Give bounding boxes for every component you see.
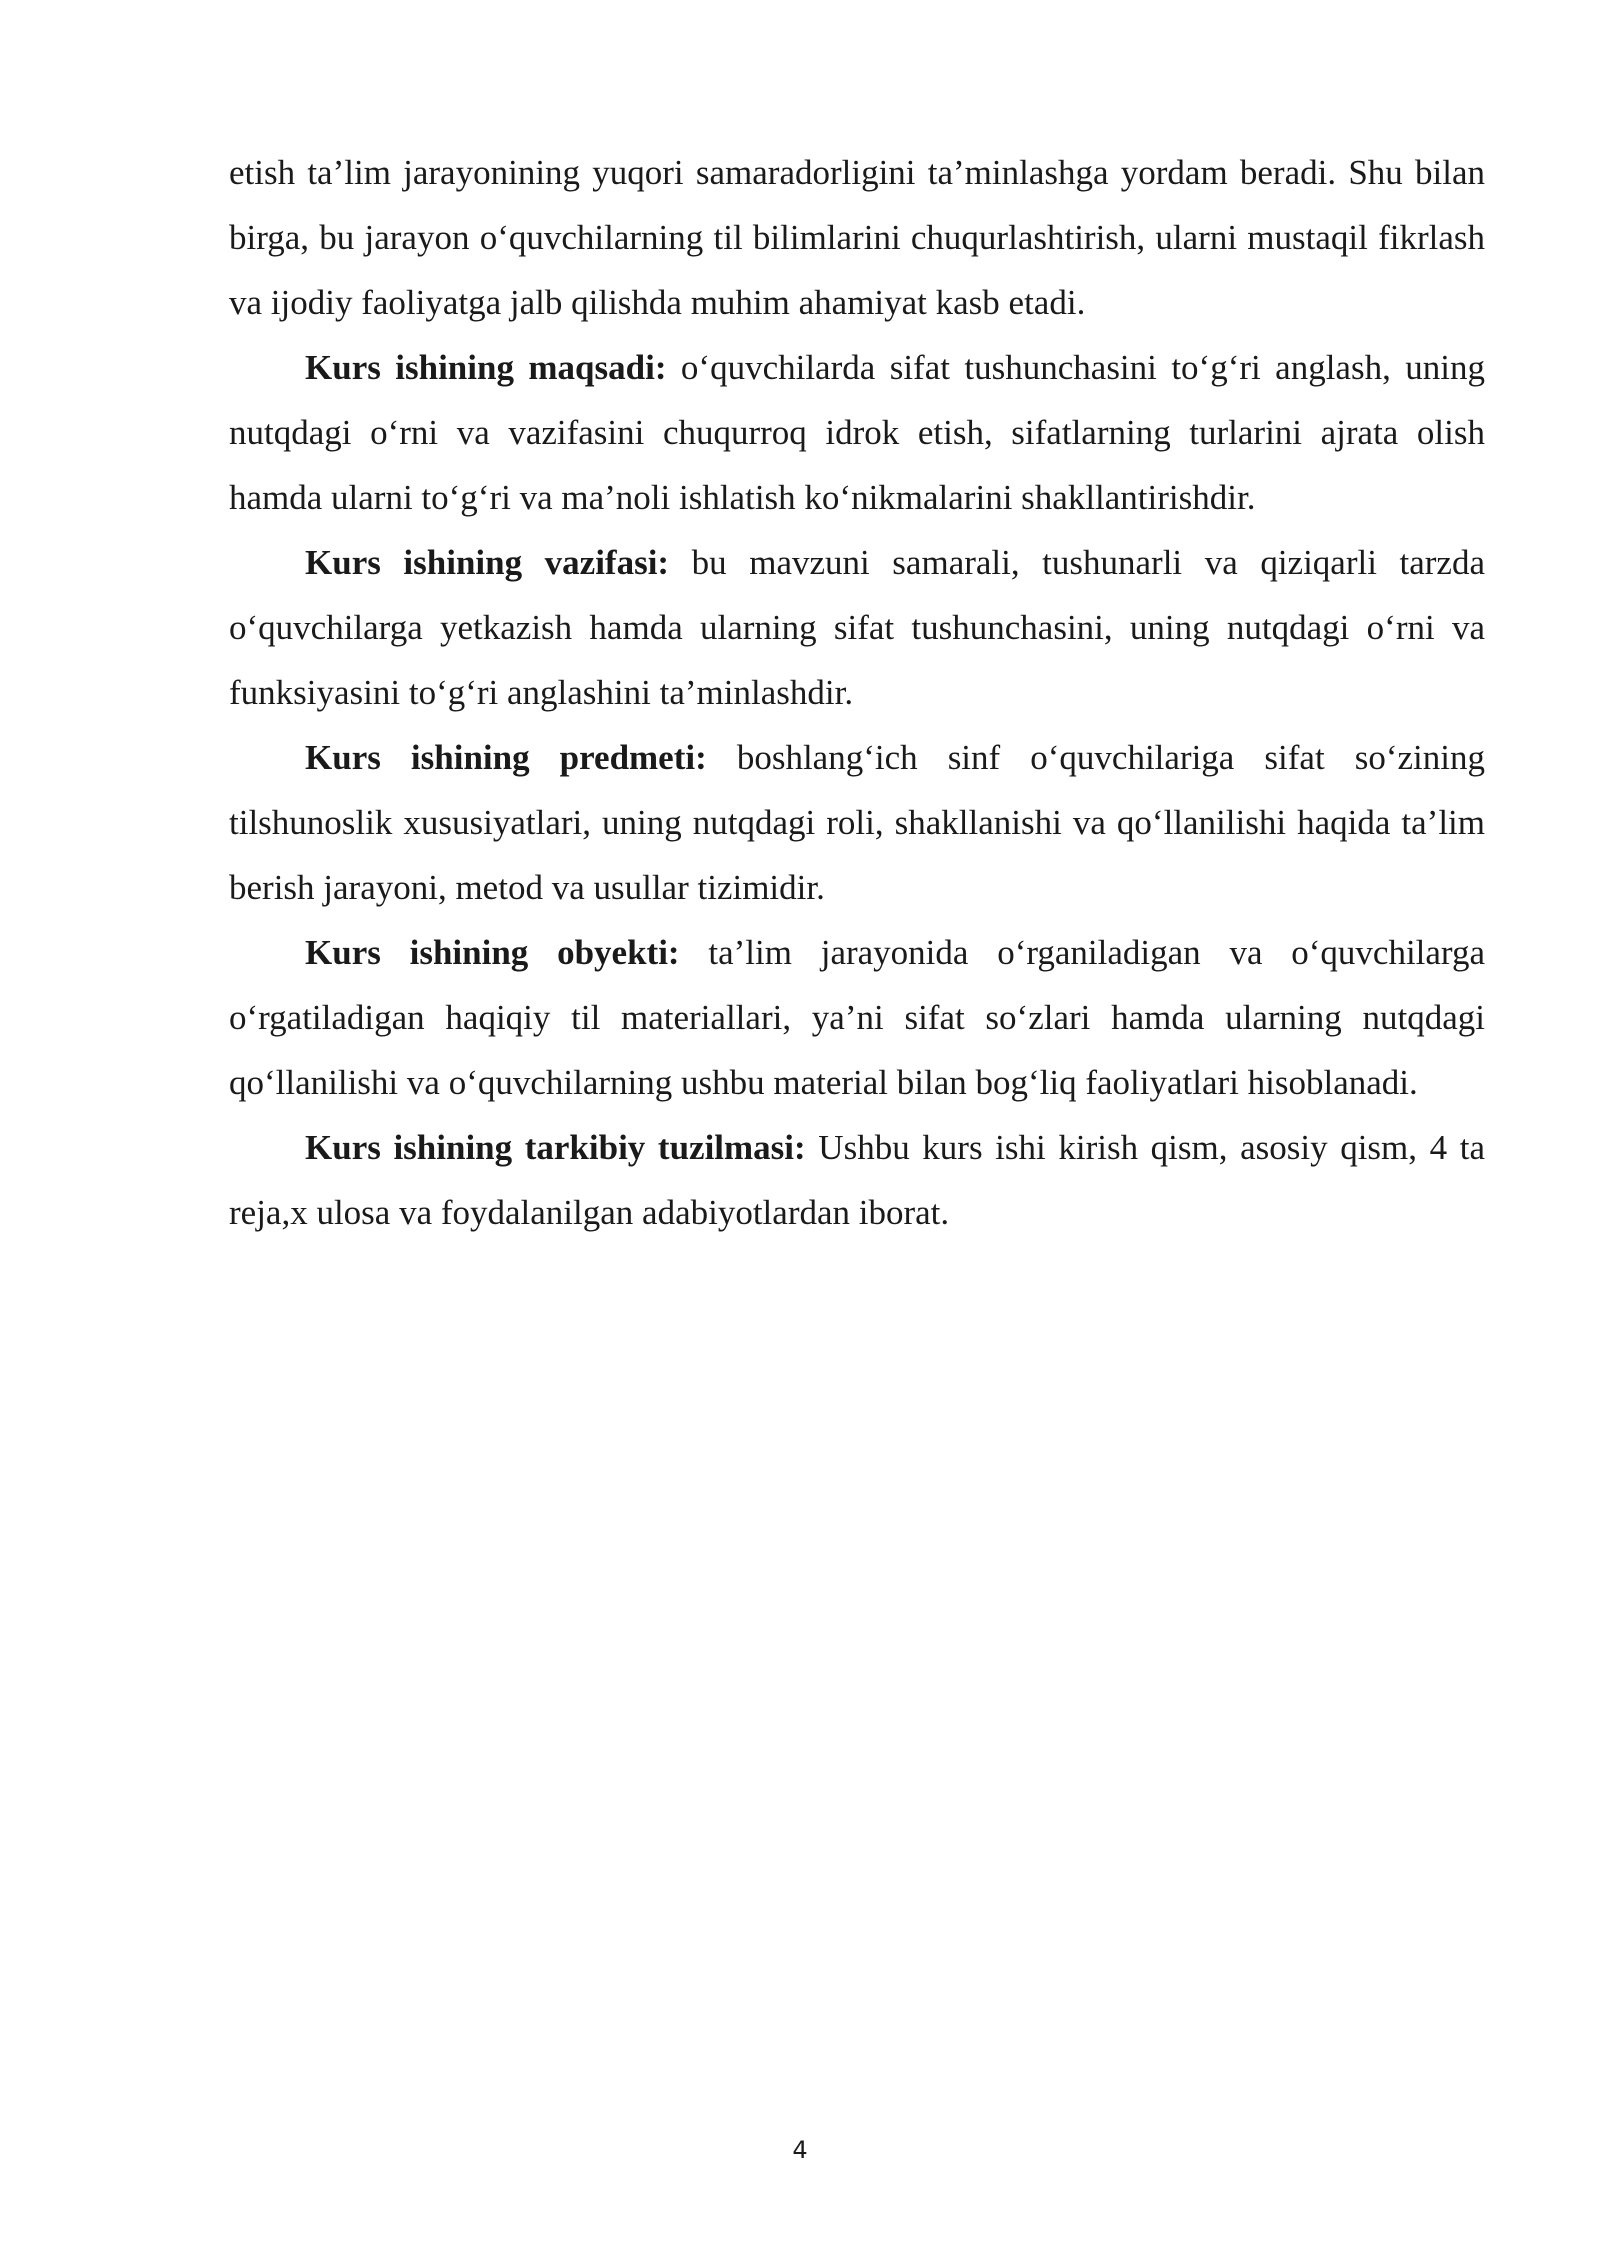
paragraph-tarkibiy-tuzilmasi xyxy=(229,1115,1485,1245)
paragraph-text: ta’lim jarayonida o‘rganiladigan va o‘quvchilarga o‘rgatiladigan haqiqiy til materiallari, ya’ni sifat so‘zlari hamda ularning nutqdagi qo‘llanilishi va o‘quvchilarning ushbu material bilan bog‘liq faoliyatlari hisoblanadi. xyxy=(229,933,1485,1102)
paragraph-predmeti xyxy=(229,725,1485,920)
body-text xyxy=(229,140,1485,1245)
paragraph-lead: Kurs ishining predmeti: xyxy=(305,738,707,777)
paragraph-text: etish ta’lim jarayonining yuqori samaradorligini ta’minlashga yordam beradi. Shu bilan birga, bu jarayon o‘quvchilarning til bilimlarini chuqurlashtirish, ularni mustaqil fikrlash va ijodiy faoliyatga jalb qilishda muhim ahamiyat kasb etadi. xyxy=(229,153,1485,322)
paragraph-maqsadi xyxy=(229,335,1485,530)
paragraph-lead: Kurs ishining tarkibiy tuzilmasi: xyxy=(305,1128,806,1167)
paragraph-lead: Kurs ishining maqsadi: xyxy=(305,348,667,387)
paragraph-obyekti xyxy=(229,920,1485,1115)
paragraph-text: boshlang‘ich sinf o‘quvchilariga sifat so‘zining tilshunoslik xususiyatlari, uning nutqdagi roli, shakllanishi va qo‘llanilishi haqida ta’lim berish jarayoni, metod va usullar tizimidir. xyxy=(229,738,1485,907)
page-number: 4 xyxy=(792,2136,808,2164)
paragraph-continuation xyxy=(229,140,1485,335)
paragraph-text: o‘quvchilarda sifat tushunchasini to‘g‘ri anglash, uning nutqdagi o‘rni va vazifasini chuqurroq idrok etish, sifatlarning turlarini ajrata olish hamda ularni to‘g‘ri va ma’noli ishlatish ko‘nikmalarini shakllantirishdir. xyxy=(229,348,1485,517)
paragraph-lead: Kurs ishining obyekti: xyxy=(305,933,680,972)
paragraph-vazifasi xyxy=(229,530,1485,725)
paragraph-lead: Kurs ishining vazifasi: xyxy=(305,543,670,582)
paragraph-text: bu mavzuni samarali, tushunarli va qiziqarli tarzda o‘quvchilarga yetkazish hamda ularning sifat tushunchasini, uning nutqdagi o‘rni va funksiyasini to‘g‘ri anglashini ta’minlashdir. xyxy=(229,543,1485,712)
paragraph-text: Ushbu kurs ishi kirish qism, asosiy qism, 4 ta reja,x ulosa va foydalanilgan adabiyotlardan iborat. xyxy=(229,1128,1485,1232)
